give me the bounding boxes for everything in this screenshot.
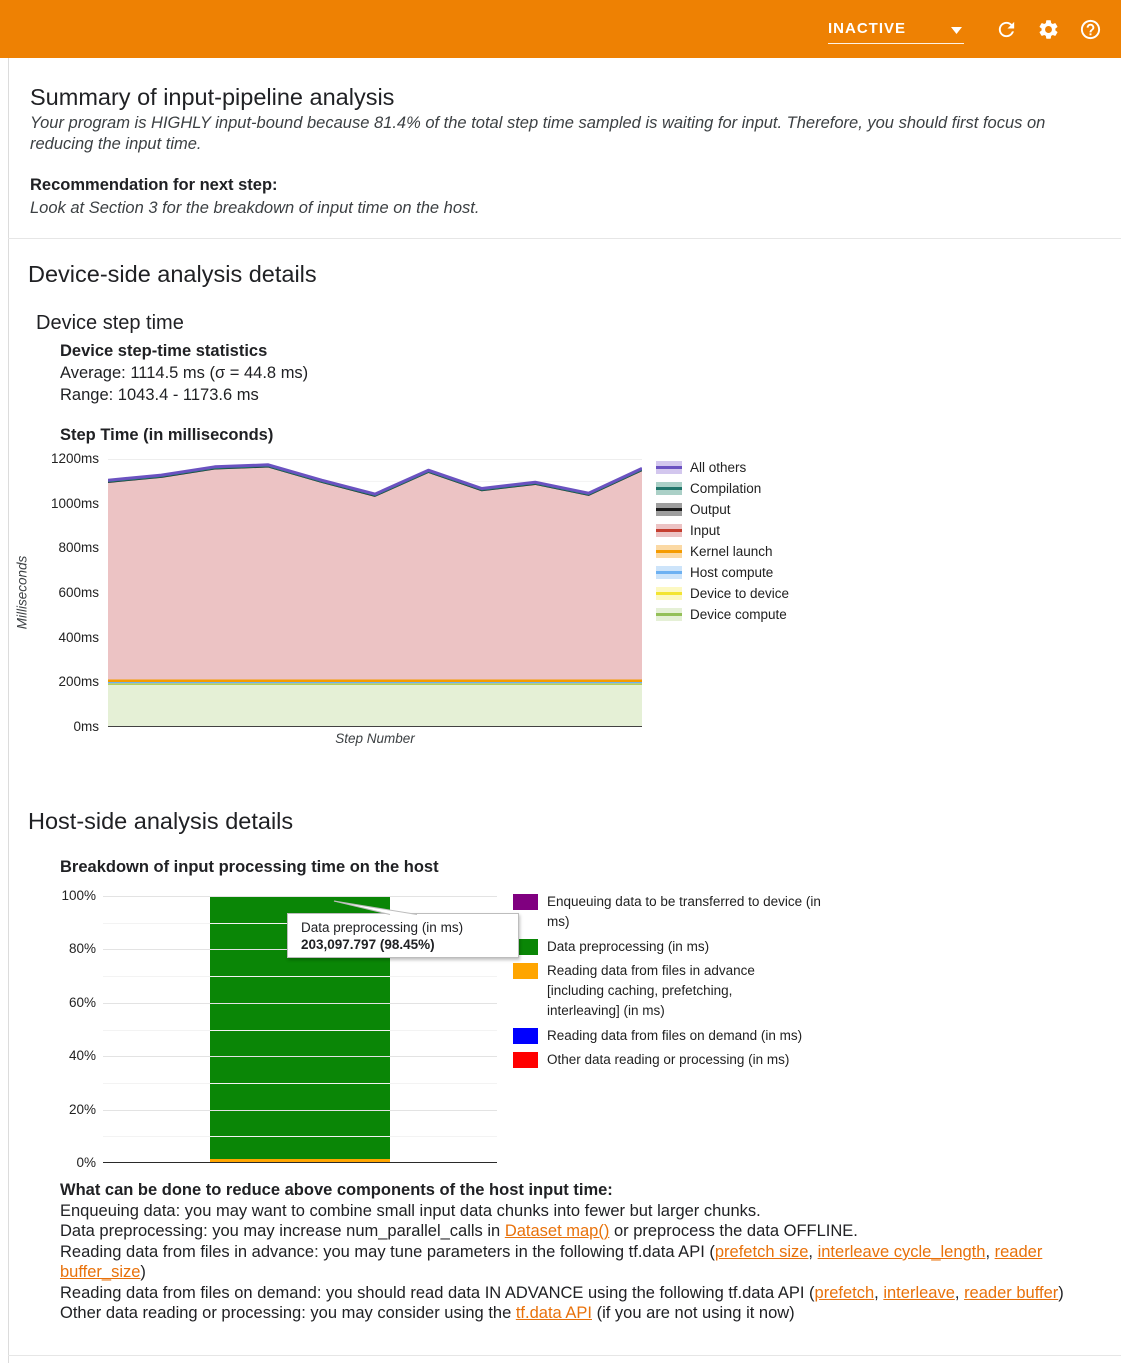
legend-swatch	[656, 503, 682, 516]
recommendation-text: Look at Section 3 for the breakdown of input time on the host.	[30, 199, 480, 217]
legend-item	[513, 1050, 843, 1070]
tooltip-callout	[325, 893, 430, 918]
advice-link[interactable]: reader buffer_size	[60, 1242, 1043, 1282]
device-step-time-subtitle: Device step time	[36, 312, 184, 334]
y-tick-label: 40%	[68, 1048, 96, 1064]
legend-label: Reading data from files in advance [including caching, prefetching, interleaving] (in ms)	[547, 963, 755, 1018]
x-axis-line	[103, 1162, 497, 1163]
legend-label: Device compute	[690, 607, 787, 622]
area-input	[108, 468, 642, 681]
legend-swatch	[513, 1028, 538, 1044]
advice-link[interactable]: prefetch	[814, 1283, 875, 1302]
advice-text: ,	[954, 1283, 965, 1302]
legend-item	[513, 937, 843, 957]
legend-label: Other data reading or processing (in ms)	[547, 1052, 790, 1067]
step-time-x-axis-title: Step Number	[335, 731, 415, 746]
advice-block	[60, 1180, 1078, 1323]
legend-item	[513, 892, 843, 932]
legend-swatch	[656, 545, 682, 558]
advice-title: What can be done to reduce above components of the host input time:	[60, 1181, 613, 1199]
gridline	[103, 1030, 497, 1031]
step-time-legend	[656, 457, 789, 625]
legend-item	[656, 478, 789, 499]
step-time-area-chart[interactable]	[108, 459, 642, 727]
legend-label: Enqueuing data to be transferred to device (in ms)	[547, 894, 821, 929]
legend-item	[656, 520, 789, 541]
advice-text: or preprocess the data OFFLINE.	[609, 1222, 858, 1241]
step-time-average: Average: 1114.5 ms (σ = 44.8 ms)	[60, 364, 309, 382]
legend-swatch	[656, 608, 682, 621]
advice-text: ,	[985, 1242, 995, 1261]
legend-label: Reading data from files on demand (in ms)	[547, 1027, 803, 1043]
legend-swatch	[656, 482, 682, 495]
settings-button[interactable]	[1036, 17, 1060, 41]
legend-item	[656, 499, 789, 520]
step-time-y-axis-title: Milliseconds	[14, 555, 30, 630]
refresh-button[interactable]	[994, 17, 1018, 41]
gear-icon	[1037, 18, 1060, 41]
refresh-icon	[995, 18, 1018, 41]
y-tick-label: 1000ms	[50, 495, 99, 511]
run-status-dropdown[interactable]	[828, 14, 964, 44]
legend-swatch	[656, 587, 682, 600]
legend-item	[656, 457, 789, 478]
gridline	[103, 1003, 497, 1004]
advice-link[interactable]: tf.data API	[515, 1304, 592, 1323]
host-breakdown-chart-title: Breakdown of input processing time on the host	[60, 858, 439, 876]
legend-item	[656, 604, 789, 625]
device-section-title: Device-side analysis details	[28, 261, 317, 287]
legend-label: Output	[690, 502, 731, 517]
tooltip-value: 203,097.797 (98.45%)	[301, 937, 435, 952]
recommendation-label: Recommendation for next step:	[30, 176, 278, 194]
legend-item	[656, 562, 789, 583]
step-time-stats-title: Device step-time statistics	[60, 342, 268, 360]
y-tick-label: 100%	[61, 888, 96, 903]
tooltip-title: Data preprocessing (in ms)	[301, 920, 464, 935]
legend-label: Data preprocessing (in ms)	[547, 938, 710, 954]
legend-item	[656, 583, 789, 604]
legend-item	[656, 541, 789, 562]
advice-text: )	[140, 1263, 146, 1282]
legend-swatch	[656, 461, 682, 474]
advice-lines	[60, 1201, 1078, 1323]
advice-link[interactable]: prefetch size	[714, 1242, 809, 1261]
section-divider	[8, 238, 1121, 239]
advice-line	[60, 1283, 1078, 1303]
advice-text: Other data reading or processing: you may consider using the	[60, 1304, 516, 1323]
legend-label: Compilation	[690, 481, 762, 496]
legend-item	[513, 1026, 843, 1046]
y-tick-label: 1200ms	[50, 451, 99, 466]
legend-swatch	[656, 524, 682, 537]
advice-link[interactable]: reader buffer	[964, 1283, 1059, 1302]
y-tick-label: 80%	[68, 941, 96, 957]
advice-line	[60, 1303, 1078, 1323]
legend-label: All others	[690, 460, 747, 475]
advice-text: (if you are not using it now)	[591, 1304, 795, 1323]
advice-link[interactable]: interleave	[883, 1283, 955, 1302]
advice-link[interactable]: interleave cycle_length	[817, 1242, 986, 1261]
gridline	[103, 1110, 497, 1111]
advice-text: Enqueuing data: you may want to combine small input data chunks into fewer but larger chunks.	[60, 1202, 761, 1220]
bar-tooltip	[287, 913, 519, 958]
y-tick-label: 20%	[68, 1101, 96, 1117]
legend-label: Input	[690, 523, 721, 538]
bottom-divider	[8, 1355, 1121, 1356]
legend-swatch	[656, 566, 682, 579]
help-button[interactable]	[1078, 17, 1102, 41]
advice-line	[60, 1201, 1078, 1221]
legend-item	[513, 961, 843, 1021]
legend-swatch	[513, 963, 538, 979]
legend-label: Device to device	[690, 586, 790, 601]
y-tick-label: 60%	[68, 994, 96, 1010]
y-tick-label: 600ms	[58, 585, 99, 600]
y-tick-label: 400ms	[58, 629, 99, 645]
advice-link[interactable]: Dataset map()	[504, 1222, 610, 1241]
legend-label: Host compute	[690, 565, 774, 580]
advice-text: Reading data from files in advance: you may tune parameters in the following tf.data API (	[60, 1242, 715, 1261]
summary-title: Summary of input-pipeline analysis	[30, 84, 395, 110]
help-icon	[1079, 18, 1102, 41]
area-device-compute	[108, 684, 642, 727]
advice-text: )	[1058, 1283, 1064, 1302]
y-tick-label: 200ms	[58, 674, 99, 690]
step-time-chart-title: Step Time (in milliseconds)	[60, 426, 274, 444]
advice-text: Data preprocessing: you may increase num_parallel_calls in	[60, 1222, 505, 1241]
y-tick-label: 800ms	[58, 540, 99, 556]
chevron-down-icon	[951, 27, 962, 34]
advice-text: ,	[874, 1283, 884, 1302]
advice-line	[60, 1221, 1078, 1241]
advice-line	[60, 1242, 1078, 1283]
advice-text: Reading data from files on demand: you should read data IN ADVANCE using the following tf.data API (	[60, 1283, 815, 1302]
host-breakdown-legend	[513, 892, 843, 1075]
gridline	[103, 1083, 497, 1084]
gridline	[103, 896, 497, 897]
run-status-value: INACTIVE	[828, 20, 907, 37]
host-section-title: Host-side analysis details	[28, 808, 294, 834]
toolbar	[0, 0, 1121, 58]
step-time-range: Range: 1043.4 - 1173.6 ms	[60, 386, 259, 404]
y-tick-label: 0ms	[73, 719, 99, 734]
legend-label: Kernel launch	[690, 544, 773, 559]
gridline	[103, 1056, 497, 1057]
gridline	[103, 1136, 497, 1137]
gridline	[103, 976, 497, 977]
legend-swatch	[513, 894, 538, 910]
legend-swatch	[513, 1052, 538, 1068]
summary-body: Your program is HIGHLY input-bound because 81.4% of the total step time sampled is waiting for input. Therefore, you should first focus on reducing the input time.	[30, 114, 1046, 153]
advice-text: ,	[808, 1242, 818, 1261]
y-tick-label: 0%	[76, 1155, 96, 1170]
